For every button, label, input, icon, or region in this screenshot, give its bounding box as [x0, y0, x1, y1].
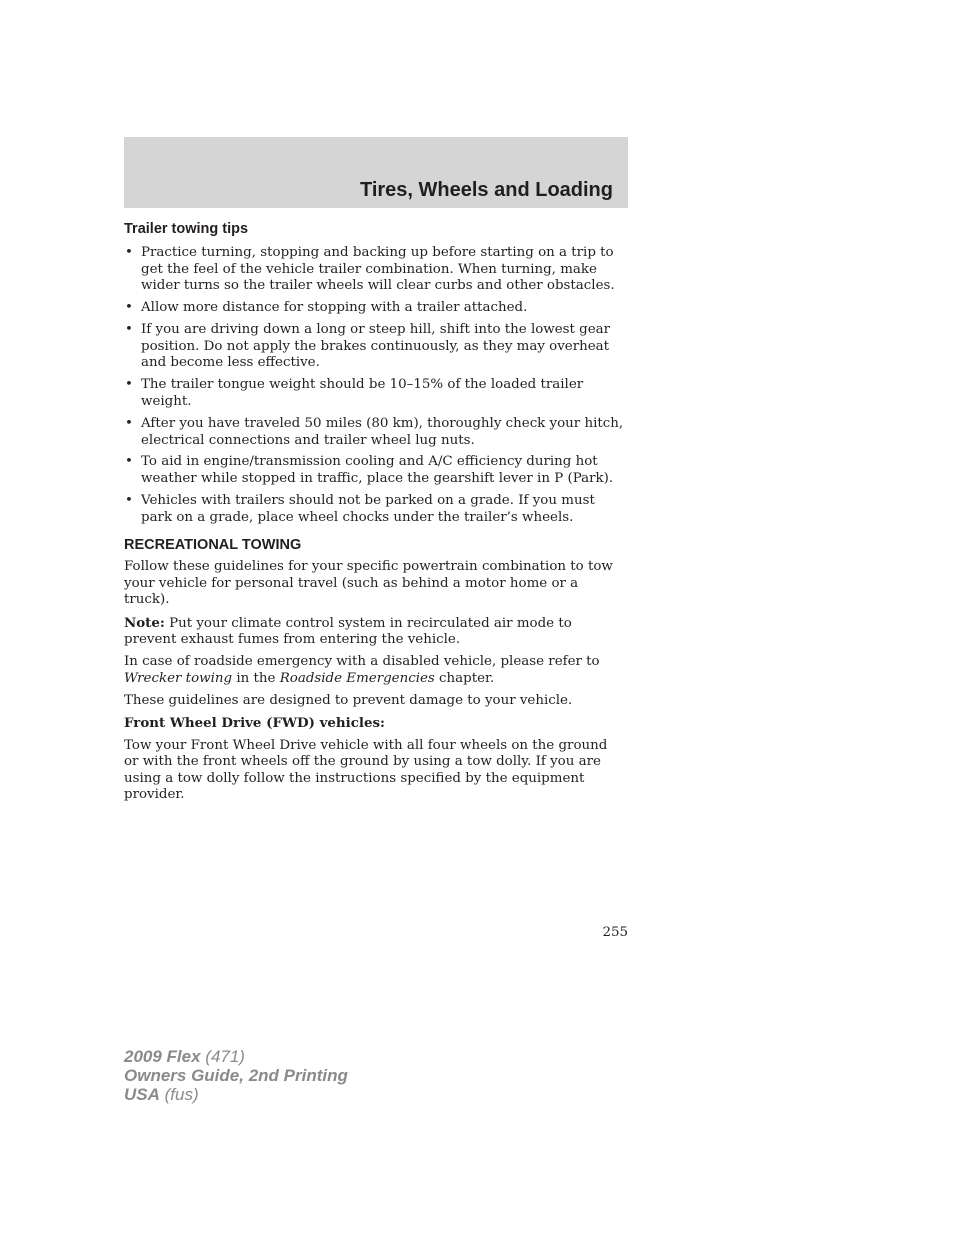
list-item: [124, 377, 624, 410]
list-item-text: If you are driving down a long or steep hill, shift into the lowest gear position. Do not apply the brakes continuously, as they may overheat and become less effective.: [141, 322, 611, 371]
footer-model: 2009 Flex: [124, 1047, 201, 1066]
emergency-text-3: chapter.: [434, 671, 495, 686]
bullet-icon: •: [125, 415, 133, 431]
list-item-text: Vehicles with trailers should not be parked on a grade. If you must park on a grade, place wheel chocks under the trailer’s wheels.: [141, 493, 595, 525]
list-item: [124, 245, 624, 295]
list-item-text: The trailer tongue weight should be 10–15% of the loaded trailer weight.: [141, 377, 584, 409]
footer-model-code: (471): [200, 1047, 245, 1066]
roadside-emergencies-reference: Roadside Emergencies: [279, 671, 435, 686]
footer-market: USA: [124, 1085, 160, 1104]
emergency-text-2: in the: [232, 671, 280, 686]
list-item: [124, 322, 624, 372]
bullet-icon: •: [125, 300, 133, 316]
wrecker-towing-reference: Wrecker towing: [124, 671, 233, 686]
bullet-icon: •: [125, 245, 133, 260]
list-item: [124, 493, 624, 526]
footer-line-market: [124, 1085, 348, 1104]
footer-guide: Owners Guide, 2nd Printing: [124, 1066, 348, 1085]
list-item-text: Allow more distance for stopping with a trailer attached.: [141, 300, 528, 316]
footer-line-model: [124, 1047, 348, 1066]
note-paragraph: [124, 615, 624, 649]
trailer-tips-heading: Trailer towing tips: [124, 221, 249, 237]
bullet-icon: •: [125, 493, 133, 509]
chapter-title: Tires, Wheels and Loading: [359, 179, 613, 201]
list-item-text: Practice turning, stopping and backing up before starting on a trip to get the feel of the vehicle trailer combination. When turning, make wider turns so the trailer wheels will clear curbs and other obstacles.: [141, 245, 615, 294]
trailer-tips-list: [124, 245, 624, 526]
guidelines-paragraph: These guidelines are designed to prevent damage to your vehicle.: [124, 693, 573, 709]
list-item: [124, 454, 624, 487]
list-item-text: After you have traveled 50 miles (80 km), thoroughly check your hitch, electrical connections and trailer wheel lug nuts.: [141, 415, 624, 448]
page-number: 255: [602, 925, 628, 940]
bullet-icon: •: [125, 454, 133, 470]
list-item: [124, 416, 624, 449]
footer-market-code: (fus): [159, 1085, 199, 1104]
fwd-heading: Front Wheel Drive (FWD) vehicles:: [124, 715, 385, 732]
bullet-icon: •: [125, 377, 133, 393]
list-item: [124, 300, 624, 317]
document-footer: [124, 1047, 348, 1104]
footer-line-guide: [124, 1066, 348, 1085]
page-content: [124, 219, 624, 810]
emergency-paragraph: [124, 654, 624, 687]
fwd-paragraph: Tow your Front Wheel Drive vehicle with all four wheels on the ground or with the front wheels off the ground by using a tow dolly. If you are using a tow dolly follow the instructions specified by the equipment provider.: [124, 737, 608, 803]
note-text: Put your climate control system in recirculated air mode to prevent exhaust fumes from entering the vehicle.: [124, 615, 572, 648]
emergency-text-1: In case of roadside emergency with a disabled vehicle, please refer to: [124, 654, 600, 670]
recreational-towing-heading: RECREATIONAL TOWING: [124, 537, 302, 554]
recreational-intro: Follow these guidelines for your specific powertrain combination to tow your vehicle for personal travel (such as behind a motor home or a truck).: [124, 559, 613, 608]
bullet-icon: •: [125, 322, 133, 338]
note-label: Note:: [124, 614, 165, 631]
list-item-text: To aid in engine/transmission cooling and A/C efficiency during hot weather while stopped in traffic, place the gearshift lever in P (Park).: [141, 454, 614, 487]
chapter-header-band: [124, 137, 628, 208]
